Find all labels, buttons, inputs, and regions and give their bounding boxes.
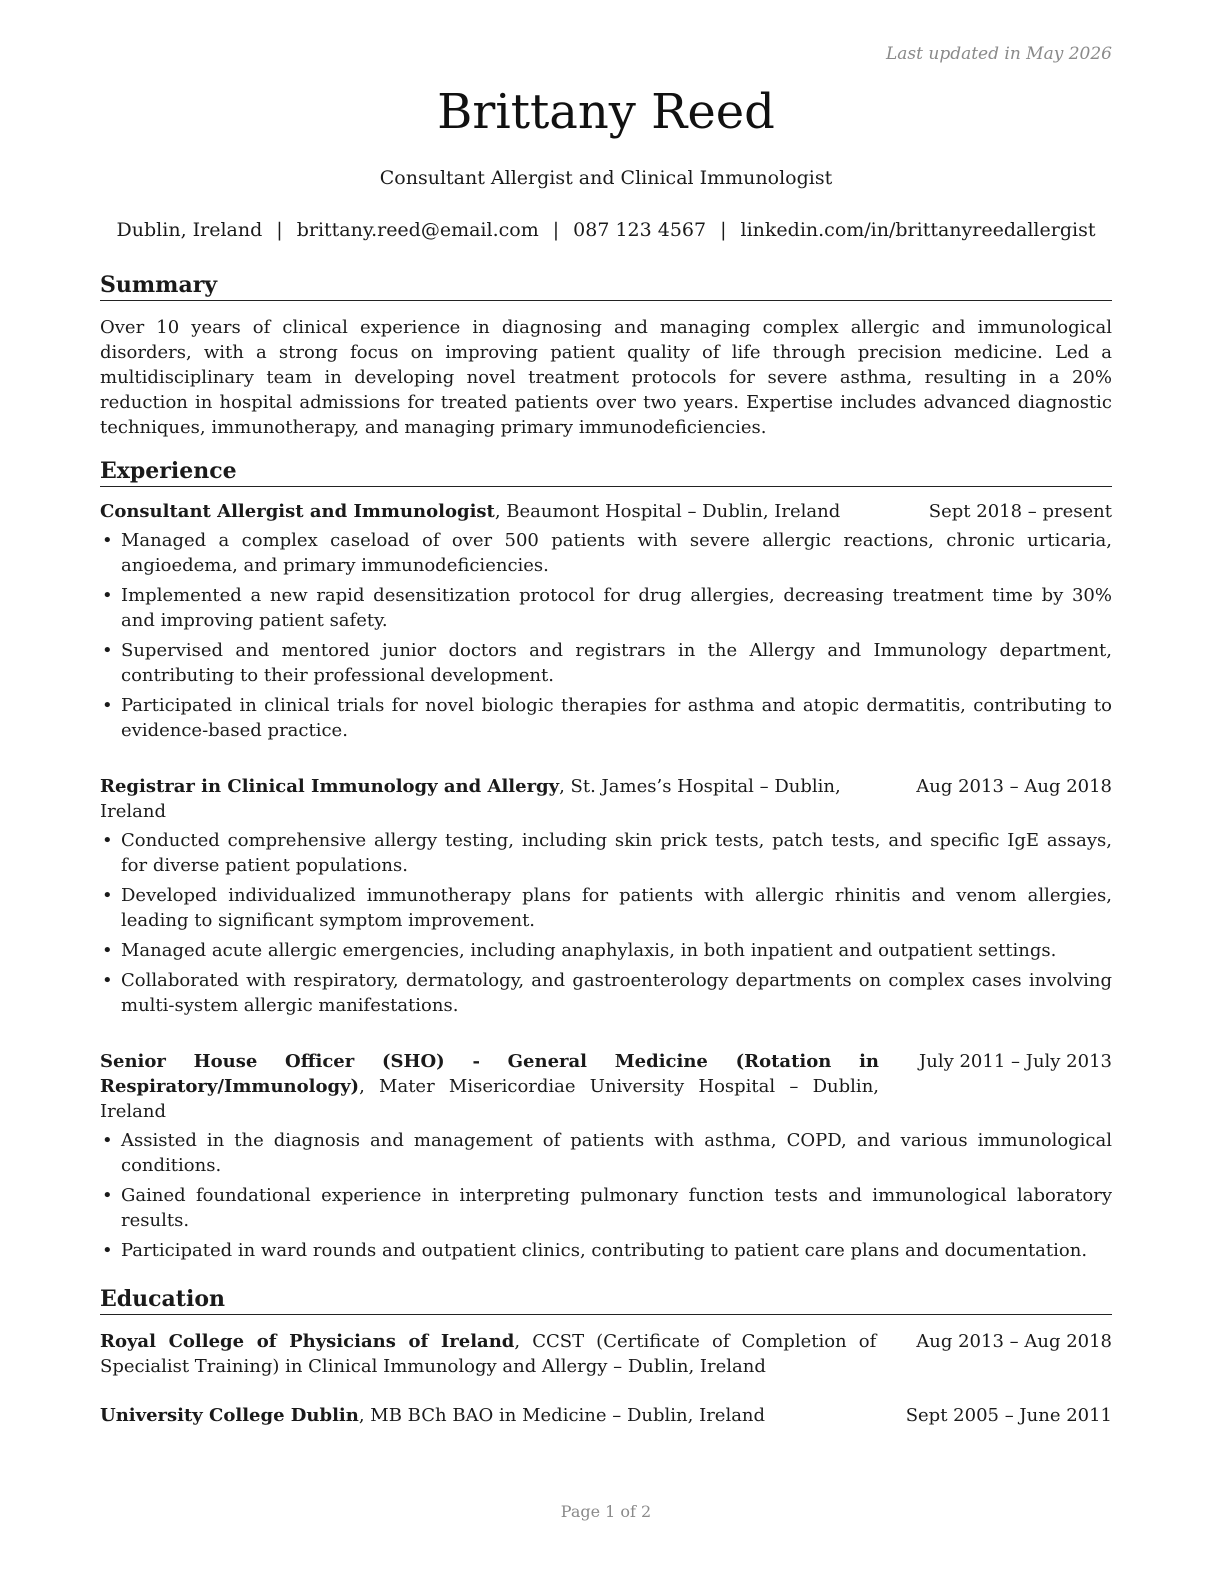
experience-dates: July 2011 – July 2013	[919, 1051, 1112, 1072]
education-header	[100, 1403, 1112, 1428]
experience-header	[100, 774, 1112, 824]
experience-header	[100, 1049, 1112, 1124]
resume-content	[100, 270, 1112, 1428]
bullet-item: • Conducted comprehensive allergy testing, including skin prick tests, patch tests, and specific IgE assays, for diverse patient populations.	[100, 828, 1112, 878]
experience-place: , St. James’s Hospital – Dublin, Ireland	[100, 776, 841, 822]
candidate-name: Brittany Reed	[437, 84, 775, 140]
education-school: University College Dublin	[100, 1405, 359, 1426]
experience-entry	[100, 774, 1112, 1018]
bullet-item: • Developed individualized immunotherapy plans for patients with allergic rhinitis and venom allergies, leading to significant symptom improvement.	[100, 883, 1112, 933]
experience-role: Registrar in Clinical Immunology and Allergy	[100, 776, 560, 797]
education-degree: , CCST (Certificate of Completion of Specialist Training) in Clinical Immunology and Allergy – Dublin, Ireland	[100, 1331, 877, 1377]
experience-bullets	[100, 1128, 1112, 1263]
resume-page	[100, 0, 1112, 1584]
education-school: Royal College of Physicians of Ireland	[100, 1331, 515, 1352]
candidate-title: Consultant Allergist and Clinical Immunologist	[379, 167, 833, 189]
experience-header	[100, 499, 1112, 524]
experience-entry	[100, 499, 1112, 743]
experience-role: Consultant Allergist and Immunologist	[100, 501, 495, 522]
bullet-item: • Supervised and mentored junior doctors and registrars in the Allergy and Immunology department, contributing to their professional development.	[100, 638, 1112, 688]
experience-bullets	[100, 528, 1112, 743]
bullet-item: • Participated in ward rounds and outpatient clinics, contributing to patient care plans and documentation.	[100, 1238, 1112, 1263]
contact-line	[100, 219, 1112, 241]
education-degree: , MB BCh BAO in Medicine – Dublin, Ireland	[358, 1405, 766, 1426]
bullet-item: • Gained foundational experience in interpreting pulmonary function tests and immunological laboratory results.	[100, 1183, 1112, 1233]
contact-email[interactable]: brittany.reed@email.com	[296, 219, 539, 241]
contact-separator: |	[552, 219, 560, 241]
education-dates: Aug 2013 – Aug 2018	[916, 1331, 1112, 1352]
education-header	[100, 1329, 1112, 1379]
education-entry	[100, 1403, 1112, 1428]
last-updated: Last updated in May 2026	[885, 44, 1112, 64]
education-entry	[100, 1329, 1112, 1379]
experience-dates: Aug 2013 – Aug 2018	[916, 776, 1112, 797]
bullet-item: • Managed a complex caseload of over 500 patients with severe allergic reactions, chronic urticaria, angioedema, and primary immunodeficiencies.	[100, 528, 1112, 578]
contact-phone: 087 123 4567	[573, 219, 707, 241]
section-title-experience: Experience	[100, 456, 1112, 487]
bullet-item: • Collaborated with respiratory, dermatology, and gastroenterology departments on complex cases involving multi-system allergic manifestations.	[100, 968, 1112, 1018]
experience-dates: Sept 2018 – present	[928, 501, 1112, 522]
experience-bullets	[100, 828, 1112, 1018]
contact-linkedin[interactable]: linkedin.com/in/brittanyreedallergist	[740, 219, 1096, 241]
contact-separator: |	[276, 219, 283, 241]
contact-location: Dublin, Ireland	[116, 219, 263, 241]
bullet-item: • Assisted in the diagnosis and management of patients with asthma, COPD, and various immunological conditions.	[100, 1128, 1112, 1178]
bullet-item: • Implemented a new rapid desensitization protocol for drug allergies, decreasing treatment time by 30% and improving patient safety.	[100, 583, 1112, 633]
section-title-education: Education	[100, 1284, 1112, 1315]
experience-role: Senior House Officer (SHO) - General Medicine (Rotation in Respiratory/Immunology)	[100, 1051, 880, 1097]
page-number: Page 1 of 2	[560, 1502, 652, 1521]
experience-place: , Beaumont Hospital – Dublin, Ireland	[494, 501, 841, 522]
contact-separator: |	[720, 219, 727, 241]
experience-place: , Mater Misericordiae University Hospital – Dublin, Ireland	[100, 1076, 880, 1122]
bullet-item: • Managed acute allergic emergencies, including anaphylaxis, in both inpatient and outpatient settings.	[100, 938, 1112, 963]
summary-text: Over 10 years of clinical experience in diagnosing and managing complex allergic and immunological disorders, with a strong focus on improving patient quality of life through precision medicine. Led a multidisciplinary team in developing novel treatment protocols for severe asthma, resulting in a 20% reduction in hospital admissions for treated patients over two years. Expertise includes advanced diagnostic techniques, immunotherapy, and managing primary immunodeficiencies.	[100, 317, 1112, 438]
section-title-summary: Summary	[100, 270, 1112, 301]
education-dates: Sept 2005 – June 2011	[905, 1405, 1112, 1426]
experience-entry	[100, 1049, 1112, 1263]
bullet-item: • Participated in clinical trials for novel biologic therapies for asthma and atopic dermatitis, contributing to evidence-based practice.	[100, 693, 1112, 743]
